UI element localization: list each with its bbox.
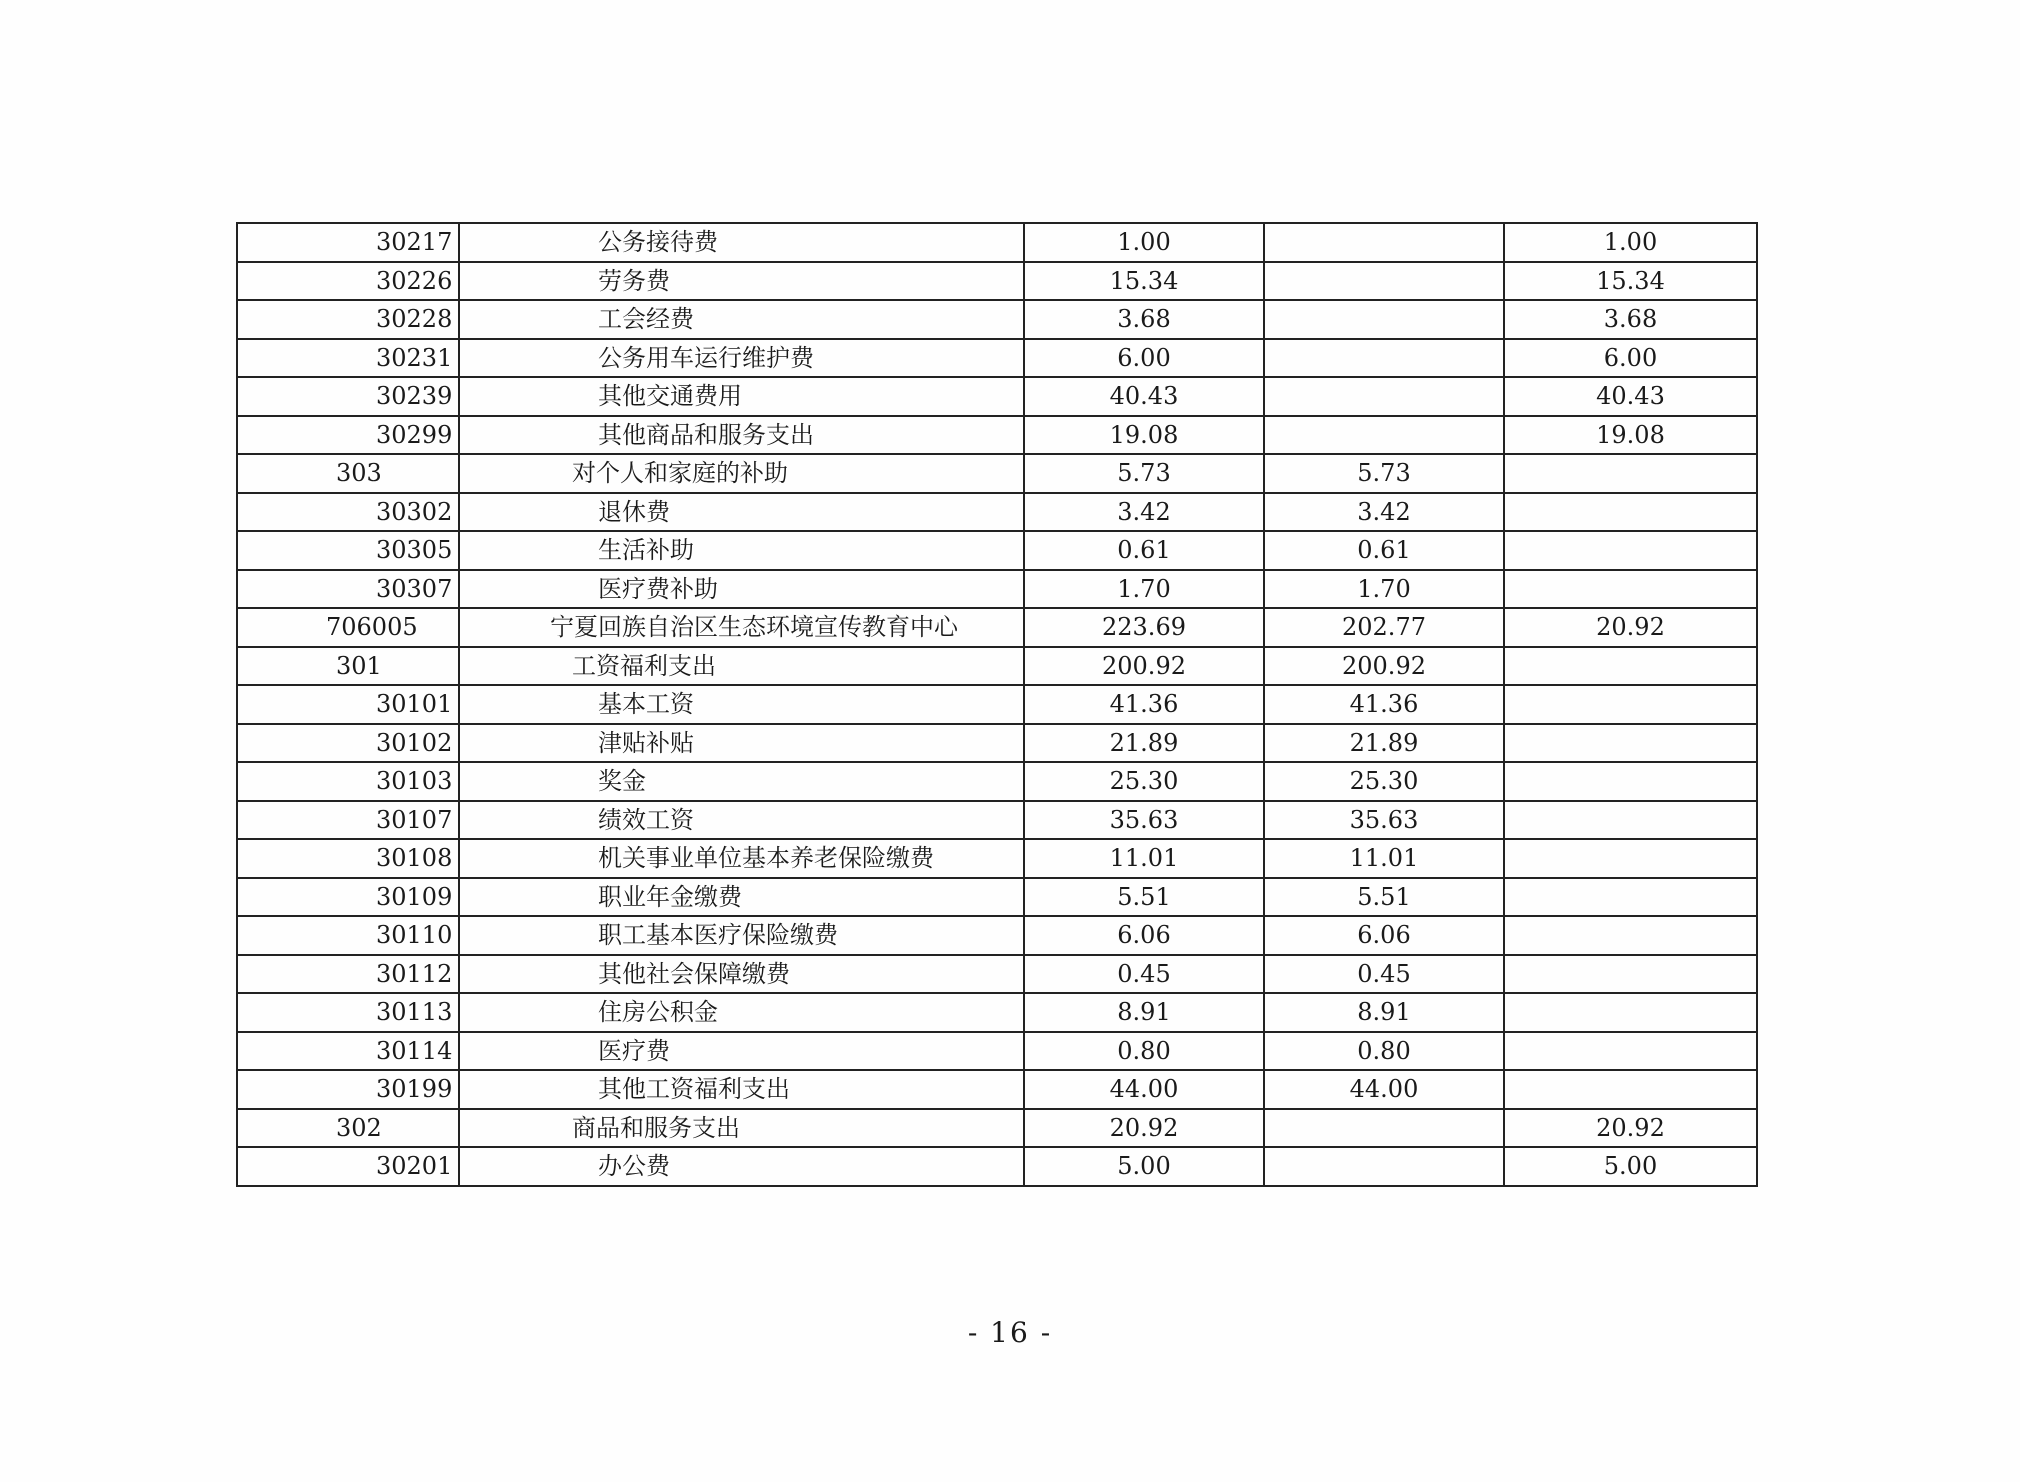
basic-expenditure-cell: 6.06: [1264, 916, 1504, 955]
total-amount-cell: 0.61: [1024, 531, 1264, 570]
item-name-cell: 住房公积金: [459, 993, 1024, 1032]
item-name-cell: 职工基本医疗保险缴费: [459, 916, 1024, 955]
economic-code-cell: 30201: [237, 1147, 459, 1186]
total-amount-cell: 15.34: [1024, 262, 1264, 301]
item-name-cell: 生活补助: [459, 531, 1024, 570]
table-row: [237, 1109, 1757, 1148]
economic-code-cell: 30228: [237, 300, 459, 339]
total-amount-cell: 25.30: [1024, 762, 1264, 801]
total-amount-cell: 21.89: [1024, 724, 1264, 763]
total-amount-cell: 35.63: [1024, 801, 1264, 840]
table-row: [237, 1070, 1757, 1109]
table-row: [237, 300, 1757, 339]
economic-code-cell: 303: [237, 454, 459, 493]
economic-code-cell: 30305: [237, 531, 459, 570]
project-expenditure-cell: [1504, 531, 1757, 570]
basic-expenditure-cell: 35.63: [1264, 801, 1504, 840]
budget-table-body: [237, 223, 1757, 1186]
economic-code-cell: 301: [237, 647, 459, 686]
total-amount-cell: 5.00: [1024, 1147, 1264, 1186]
item-name-cell: 职业年金缴费: [459, 878, 1024, 917]
project-expenditure-cell: [1504, 493, 1757, 532]
item-name-cell: 其他交通费用: [459, 377, 1024, 416]
table-row: [237, 762, 1757, 801]
basic-expenditure-cell: 0.80: [1264, 1032, 1504, 1071]
economic-code-cell: 30112: [237, 955, 459, 994]
project-expenditure-cell: [1504, 839, 1757, 878]
item-name-cell: 机关事业单位基本养老保险缴费: [459, 839, 1024, 878]
project-expenditure-cell: [1504, 955, 1757, 994]
total-amount-cell: 3.68: [1024, 300, 1264, 339]
table-row: [237, 878, 1757, 917]
table-row: [237, 647, 1757, 686]
basic-expenditure-cell: 44.00: [1264, 1070, 1504, 1109]
table-row: [237, 1147, 1757, 1186]
project-expenditure-cell: 15.34: [1504, 262, 1757, 301]
table-row: [237, 993, 1757, 1032]
total-amount-cell: 223.69: [1024, 608, 1264, 647]
item-name-cell: 工资福利支出: [459, 647, 1024, 686]
item-name-cell: 其他社会保障缴费: [459, 955, 1024, 994]
economic-code-cell: 30103: [237, 762, 459, 801]
project-expenditure-cell: [1504, 916, 1757, 955]
project-expenditure-cell: [1504, 724, 1757, 763]
project-expenditure-cell: 20.92: [1504, 608, 1757, 647]
basic-expenditure-cell: [1264, 416, 1504, 455]
basic-expenditure-cell: [1264, 262, 1504, 301]
basic-expenditure-cell: [1264, 1147, 1504, 1186]
project-expenditure-cell: [1504, 762, 1757, 801]
project-expenditure-cell: 19.08: [1504, 416, 1757, 455]
basic-expenditure-cell: 0.61: [1264, 531, 1504, 570]
basic-expenditure-cell: [1264, 377, 1504, 416]
table-row: [237, 531, 1757, 570]
item-name-cell: 基本工资: [459, 685, 1024, 724]
basic-expenditure-cell: [1264, 300, 1504, 339]
total-amount-cell: 40.43: [1024, 377, 1264, 416]
basic-expenditure-cell: 41.36: [1264, 685, 1504, 724]
project-expenditure-cell: 1.00: [1504, 223, 1757, 262]
table-row: [237, 955, 1757, 994]
page-number: - 16 -: [967, 1316, 1053, 1349]
economic-code-cell: 30108: [237, 839, 459, 878]
economic-code-cell: 302: [237, 1109, 459, 1148]
economic-code-cell: 30110: [237, 916, 459, 955]
project-expenditure-cell: 20.92: [1504, 1109, 1757, 1148]
item-name-cell: 对个人和家庭的补助: [459, 454, 1024, 493]
basic-expenditure-cell: 8.91: [1264, 993, 1504, 1032]
project-expenditure-cell: [1504, 647, 1757, 686]
budget-table: [236, 222, 1758, 1187]
total-amount-cell: 0.80: [1024, 1032, 1264, 1071]
table-row: [237, 493, 1757, 532]
basic-expenditure-cell: 11.01: [1264, 839, 1504, 878]
table-row: [237, 570, 1757, 609]
project-expenditure-cell: [1504, 801, 1757, 840]
total-amount-cell: 6.06: [1024, 916, 1264, 955]
basic-expenditure-cell: 5.51: [1264, 878, 1504, 917]
basic-expenditure-cell: 3.42: [1264, 493, 1504, 532]
economic-code-cell: 30102: [237, 724, 459, 763]
table-row: [237, 416, 1757, 455]
item-name-cell: 其他商品和服务支出: [459, 416, 1024, 455]
project-expenditure-cell: [1504, 454, 1757, 493]
economic-code-cell: 30299: [237, 416, 459, 455]
basic-expenditure-cell: [1264, 1109, 1504, 1148]
economic-code-cell: 30101: [237, 685, 459, 724]
economic-code-cell: 706005: [237, 608, 459, 647]
table-row: [237, 916, 1757, 955]
table-row: [237, 454, 1757, 493]
total-amount-cell: 44.00: [1024, 1070, 1264, 1109]
economic-code-cell: 30113: [237, 993, 459, 1032]
table-row: [237, 377, 1757, 416]
item-name-cell: 津贴补贴: [459, 724, 1024, 763]
project-expenditure-cell: [1504, 1032, 1757, 1071]
basic-expenditure-cell: 25.30: [1264, 762, 1504, 801]
table-row: [237, 724, 1757, 763]
total-amount-cell: 1.70: [1024, 570, 1264, 609]
total-amount-cell: 8.91: [1024, 993, 1264, 1032]
table-row: [237, 608, 1757, 647]
item-name-cell: 医疗费: [459, 1032, 1024, 1071]
total-amount-cell: 200.92: [1024, 647, 1264, 686]
item-name-cell: 工会经费: [459, 300, 1024, 339]
total-amount-cell: 20.92: [1024, 1109, 1264, 1148]
economic-code-cell: 30231: [237, 339, 459, 378]
project-expenditure-cell: [1504, 570, 1757, 609]
total-amount-cell: 1.00: [1024, 223, 1264, 262]
project-expenditure-cell: 40.43: [1504, 377, 1757, 416]
economic-code-cell: 30239: [237, 377, 459, 416]
item-name-cell: 退休费: [459, 493, 1024, 532]
basic-expenditure-cell: [1264, 223, 1504, 262]
basic-expenditure-cell: 5.73: [1264, 454, 1504, 493]
total-amount-cell: 19.08: [1024, 416, 1264, 455]
item-name-cell: 医疗费补助: [459, 570, 1024, 609]
table-row: [237, 839, 1757, 878]
economic-code-cell: 30109: [237, 878, 459, 917]
total-amount-cell: 0.45: [1024, 955, 1264, 994]
economic-code-cell: 30226: [237, 262, 459, 301]
project-expenditure-cell: [1504, 993, 1757, 1032]
economic-code-cell: 30199: [237, 1070, 459, 1109]
economic-code-cell: 30114: [237, 1032, 459, 1071]
item-name-cell: 办公费: [459, 1147, 1024, 1186]
basic-expenditure-cell: 1.70: [1264, 570, 1504, 609]
total-amount-cell: 3.42: [1024, 493, 1264, 532]
total-amount-cell: 6.00: [1024, 339, 1264, 378]
basic-expenditure-cell: 0.45: [1264, 955, 1504, 994]
project-expenditure-cell: 6.00: [1504, 339, 1757, 378]
item-name-cell: 公务接待费: [459, 223, 1024, 262]
item-name-cell: 其他工资福利支出: [459, 1070, 1024, 1109]
table-row: [237, 339, 1757, 378]
total-amount-cell: 5.73: [1024, 454, 1264, 493]
economic-code-cell: 30217: [237, 223, 459, 262]
total-amount-cell: 5.51: [1024, 878, 1264, 917]
table-row: [237, 262, 1757, 301]
item-name-cell: 公务用车运行维护费: [459, 339, 1024, 378]
item-name-cell: 商品和服务支出: [459, 1109, 1024, 1148]
table-row: [237, 685, 1757, 724]
basic-expenditure-cell: 21.89: [1264, 724, 1504, 763]
item-name-cell: 宁夏回族自治区生态环境宣传教育中心: [459, 608, 1024, 647]
basic-expenditure-cell: 202.77: [1264, 608, 1504, 647]
basic-expenditure-cell: [1264, 339, 1504, 378]
economic-code-cell: 30107: [237, 801, 459, 840]
item-name-cell: 劳务费: [459, 262, 1024, 301]
project-expenditure-cell: 5.00: [1504, 1147, 1757, 1186]
table-row: [237, 1032, 1757, 1071]
project-expenditure-cell: [1504, 1070, 1757, 1109]
item-name-cell: 奖金: [459, 762, 1024, 801]
basic-expenditure-cell: 200.92: [1264, 647, 1504, 686]
total-amount-cell: 11.01: [1024, 839, 1264, 878]
economic-code-cell: 30307: [237, 570, 459, 609]
project-expenditure-cell: 3.68: [1504, 300, 1757, 339]
table-row: [237, 801, 1757, 840]
project-expenditure-cell: [1504, 878, 1757, 917]
item-name-cell: 绩效工资: [459, 801, 1024, 840]
table-row: [237, 223, 1757, 262]
economic-code-cell: 30302: [237, 493, 459, 532]
project-expenditure-cell: [1504, 685, 1757, 724]
total-amount-cell: 41.36: [1024, 685, 1264, 724]
